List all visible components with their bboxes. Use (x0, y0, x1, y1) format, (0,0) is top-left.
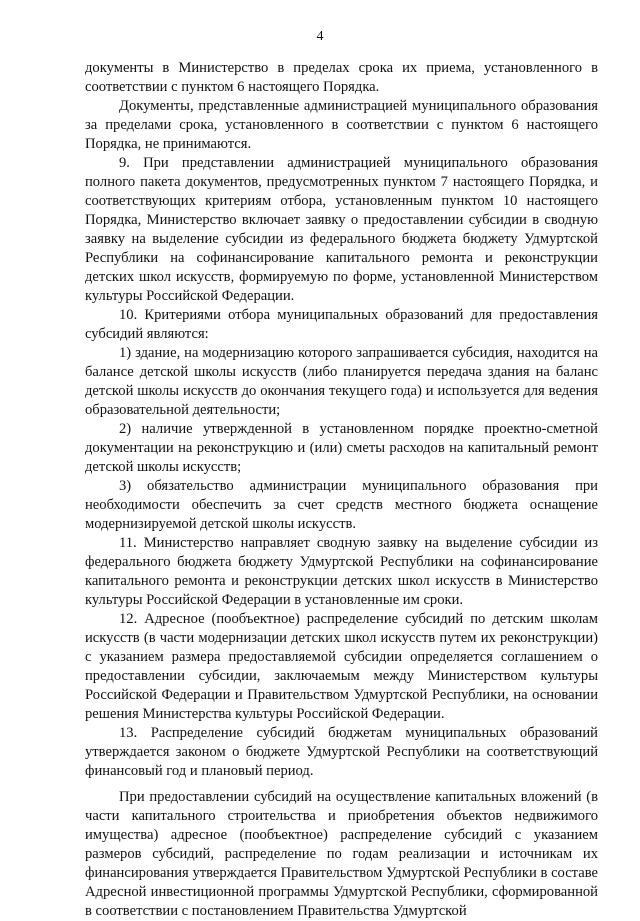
paragraph-item-10: 10. Критериями отбора муниципальных образований для предоставления субсидий являются: (85, 307, 598, 342)
page-number: 4 (316, 29, 324, 44)
paragraph-item-12: 12. Адресное (пообъектное) распределение субсидий по детским школам искусств (в части модернизации детских школ искусств путем их реконструкции) с указанием размера предоставляемой субсидии определяется соглашением о предоставлении субсидии, заключаемым между Министерством культуры Российской Федерации и Правительством Удмуртской Республики, на основании решения Министерства культуры Российской Федерации. (85, 611, 598, 722)
document-body (85, 59, 598, 921)
paragraph-item-13: 13. Распределение субсидий бюджетам муниципальных образований утверждается законом о бюджете Удмуртской Республики на соответствующий финансовый год и плановый период. (85, 725, 598, 779)
paragraph-criterion-1: 1) здание, на модернизацию которого запрашивается субсидия, находится на балансе детской школы искусств (либо планируется передача здания на баланс детской школы искусств до окончания текущего года) и используется для ведения образовательной деятельности; (85, 345, 598, 418)
paragraph-capital-investments: При предоставлении субсидий на осуществление капитальных вложений (в части капитального строительства и приобретения объектов недвижимого имущества) адресное (пообъектное) распределение субсидий с указанием размеров субсидий, распределение по годам реализации и источникам их финансирования утверждается Правительством Удмуртской Республики в составе Адресной инвестиционной программы Удмуртской Республики, сформированной в соответствии с постановлением Правительства Удмуртской (85, 789, 598, 919)
paragraph-continuation: документы в Министерство в пределах срока их приема, установленного в соответствии с пунктом 6 настоящего Порядка. (85, 60, 598, 95)
paragraph-late-documents: Документы, представленные администрацией муниципального образования за пределами срока, установленного в соответствии с пунктом 6 настоящего Порядка, не принимаются. (85, 98, 598, 152)
paragraph-item-9: 9. При представлении администрацией муниципального образования полного пакета документов, предусмотренных пунктом 7 настоящего Порядка, и соответствующих критериям отбора, установленным пунктом 10 настоящего Порядка, Министерство включает заявку о предоставлении субсидии в сводную заявку на выделение субсидии из федерального бюджета бюджету Удмуртской Республики на софинансирование капитального ремонта и реконструкции детских школ искусств, формируемую по форме, установленной Министерством культуры Российской Федерации. (85, 155, 598, 304)
paragraph-item-11: 11. Министерство направляет сводную заявку на выделение субсидии из федерального бюджета бюджету Удмуртской Республики на софинансирование капитального ремонта и реконструкции детских школ искусств в Министерство культуры Российской Федерации в установленные им сроки. (85, 535, 598, 608)
paragraph-criterion-2: 2) наличие утвержденной в установленном порядке проектно-сметной документации на реконструкцию и (или) сметы расходов на капитальный ремонт детской школы искусств; (85, 421, 598, 475)
paragraph-criterion-3: 3) обязательство администрации муниципального образования при необходимости обеспечить за счет средств местного бюджета оснащение модернизируемой детской школы искусств. (85, 478, 598, 532)
